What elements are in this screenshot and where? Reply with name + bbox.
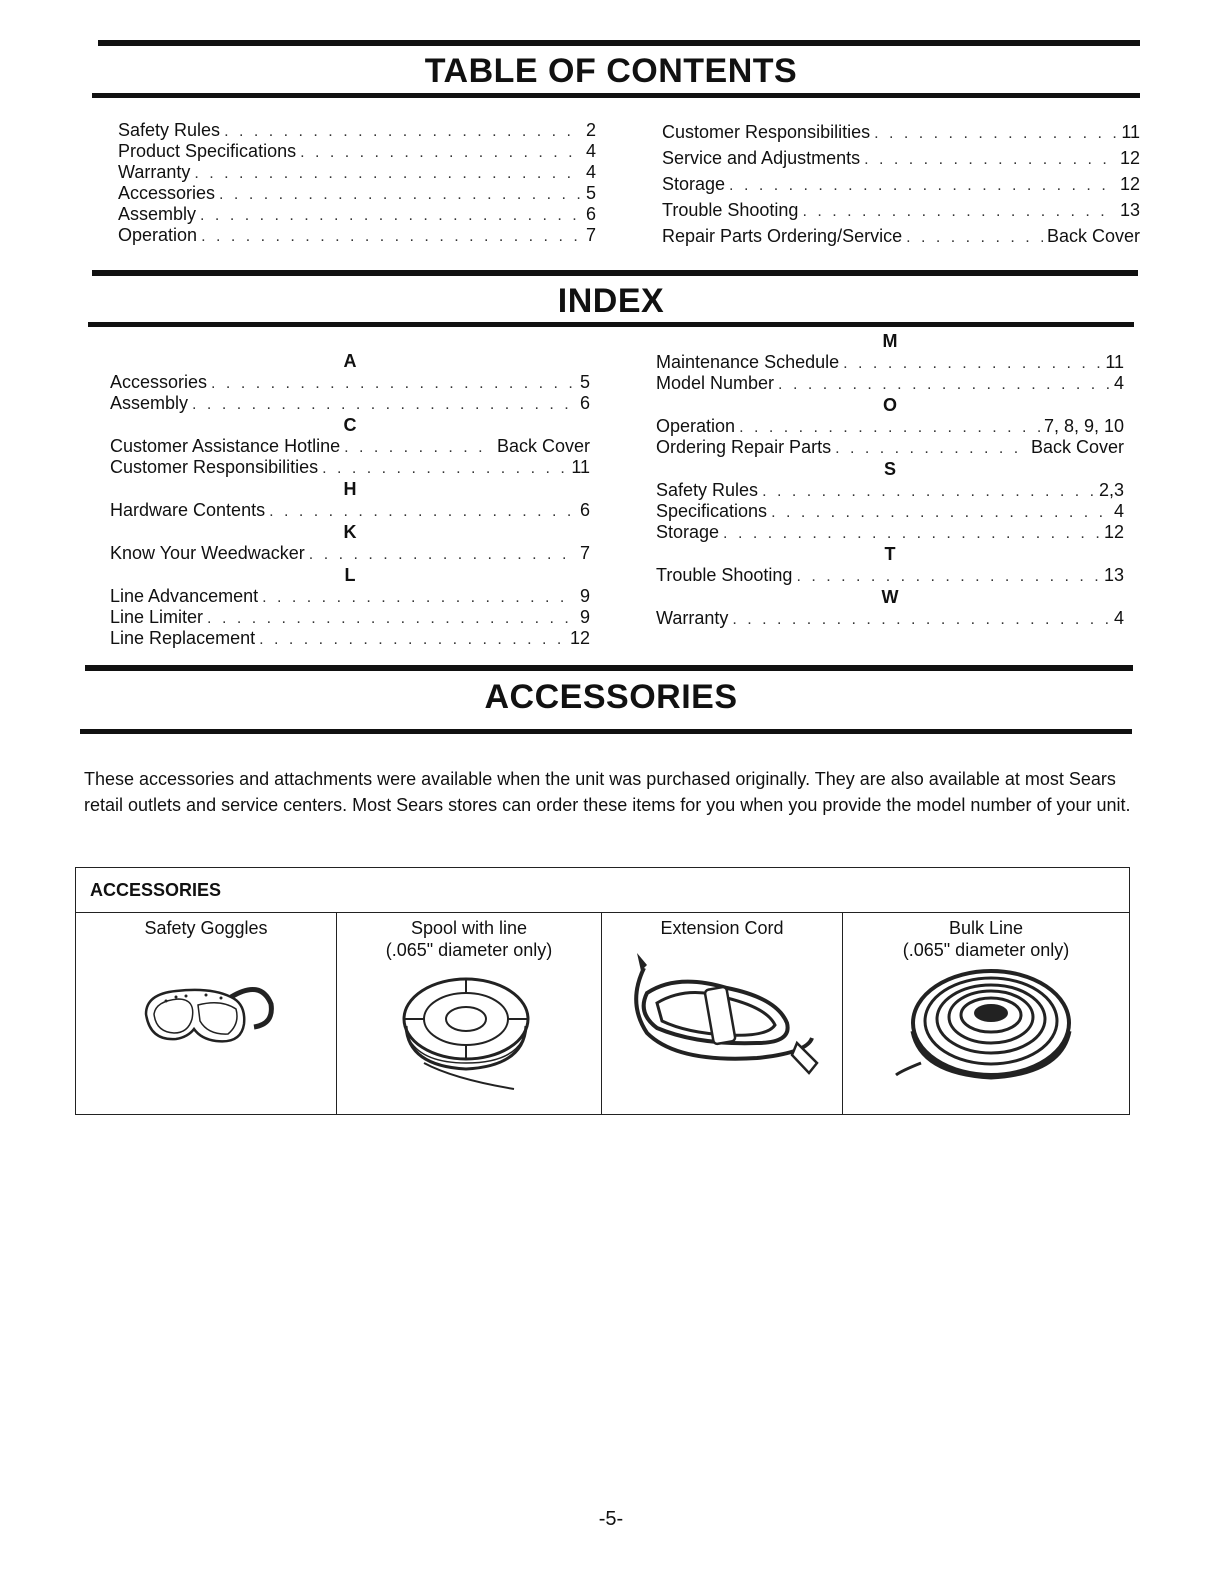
index-entry	[656, 416, 1124, 437]
entry-page: 6	[579, 393, 590, 413]
entry-page: 11	[571, 457, 590, 477]
accessories-table-header: ACCESSORIES	[76, 868, 1130, 913]
index-entry	[110, 457, 590, 478]
accessory-cell	[76, 913, 337, 1115]
entry-page: 7	[585, 225, 596, 245]
entry-label: Storage	[656, 522, 720, 542]
index-entry	[656, 352, 1124, 373]
entry-label: Product Specifications	[118, 141, 297, 161]
entry-page: 9	[579, 607, 590, 627]
index-entry	[110, 586, 590, 607]
page-number: -5-	[598, 1508, 624, 1530]
entry-label: Know Your Weedwacker	[110, 543, 305, 563]
entry-label: Trouble Shooting	[656, 565, 793, 585]
toc-entry	[118, 162, 596, 183]
toc-entry	[118, 120, 596, 141]
index-letter-heading: K	[343, 522, 357, 542]
accessories-intro: These accessories and attachments were available when the unit was purchased originally. They are also available at most Sears retail outlets and service centers. Most Sears stores can order these items for you when you provide the model number of your unit.	[84, 769, 1131, 815]
entry-label: Storage	[662, 174, 726, 194]
entry-label: Warranty	[656, 608, 729, 628]
dot-leader	[200, 205, 582, 226]
toc-entry	[118, 204, 596, 225]
toc-entry	[118, 225, 596, 246]
index-letter-heading: H	[343, 479, 357, 499]
index-letter-heading: L	[344, 565, 356, 585]
dot-leader	[300, 142, 582, 163]
dot-leader	[194, 163, 582, 184]
index-entry	[656, 437, 1124, 458]
toc-entry	[662, 119, 1140, 145]
dot-leader	[802, 199, 1116, 225]
index-right-column	[656, 330, 1124, 629]
accessory-name: Extension Cord	[660, 918, 784, 938]
toc-top-rule	[98, 40, 1140, 46]
entry-label: Customer Responsibilities	[662, 122, 871, 142]
entry-page: 4	[1113, 501, 1124, 521]
entry-label: Maintenance Schedule	[656, 352, 840, 372]
toc-right-column	[662, 119, 1140, 249]
index-entry	[110, 500, 590, 521]
dot-leader	[344, 437, 493, 458]
dot-leader	[219, 184, 582, 205]
index-entry	[656, 608, 1124, 629]
dot-leader	[906, 225, 1043, 251]
entry-page: 2	[585, 120, 596, 140]
entry-label: Customer Responsibilities	[110, 457, 319, 477]
accessory-note: (.065" diameter only)	[902, 940, 1070, 960]
dot-leader	[729, 173, 1116, 199]
accessories-top-rule	[85, 665, 1133, 671]
index-left-column	[110, 350, 590, 649]
dot-leader	[874, 121, 1117, 147]
dot-leader	[211, 373, 576, 394]
dot-leader	[732, 609, 1110, 630]
toc-left-column	[118, 120, 596, 246]
accessory-cell	[337, 913, 602, 1115]
dot-leader	[835, 438, 1027, 459]
dot-leader	[192, 394, 576, 415]
index-entry	[110, 543, 590, 564]
entry-label: Assembly	[110, 393, 189, 413]
entry-label: Line Replacement	[110, 628, 256, 648]
entry-label: Safety Rules	[118, 120, 221, 140]
dot-leader	[723, 523, 1100, 544]
toc-entry	[118, 183, 596, 204]
spool-icon	[394, 971, 544, 1101]
index-letter-heading: O	[882, 395, 897, 415]
dot-leader	[762, 481, 1095, 502]
entry-label: Specifications	[656, 501, 768, 521]
accessory-cell	[602, 913, 843, 1115]
dot-leader	[201, 226, 582, 247]
entry-page: 2,3	[1098, 480, 1124, 500]
dot-leader	[864, 147, 1116, 173]
dot-leader	[739, 417, 1040, 438]
entry-page: 11	[1121, 122, 1140, 142]
entry-page: 4	[1113, 608, 1124, 628]
dot-leader	[224, 121, 582, 142]
entry-page: 9	[579, 586, 590, 606]
toc-entry	[662, 223, 1140, 249]
index-entry	[656, 522, 1124, 543]
extension-cord-icon	[617, 943, 827, 1093]
accessory-name: Bulk Line	[948, 918, 1024, 938]
entry-label: Line Limiter	[110, 607, 204, 627]
entry-label: Customer Assistance Hotline	[110, 436, 341, 456]
entry-page: 7, 8, 9, 10	[1043, 416, 1124, 436]
entry-label: Safety Rules	[656, 480, 759, 500]
dot-leader	[771, 502, 1110, 523]
toc-entry	[662, 171, 1140, 197]
toc-bottom-rule	[92, 93, 1140, 98]
index-entry	[110, 607, 590, 628]
dot-leader	[262, 587, 576, 608]
entry-label: Accessories	[110, 372, 208, 392]
safety-goggles-icon	[136, 969, 276, 1069]
index-title: INDEX	[557, 282, 665, 320]
dot-leader	[207, 608, 576, 629]
entry-page: 4	[585, 162, 596, 182]
dot-leader	[778, 374, 1110, 395]
entry-page: Back Cover	[1030, 437, 1124, 457]
entry-page: 12	[569, 628, 590, 648]
accessories-table	[75, 867, 1130, 1115]
dot-leader	[796, 566, 1100, 587]
index-entry	[656, 501, 1124, 522]
index-entry	[656, 565, 1124, 586]
accessory-note: (.065" diameter only)	[385, 940, 553, 960]
dot-leader	[309, 544, 576, 565]
entry-page: 5	[579, 372, 590, 392]
index-top-rule	[92, 270, 1138, 276]
toc-entry	[662, 197, 1140, 223]
dot-leader	[269, 501, 576, 522]
toc-entry	[118, 141, 596, 162]
entry-label: Line Advancement	[110, 586, 259, 606]
toc-title: TABLE OF CONTENTS	[424, 52, 798, 90]
entry-label: Assembly	[118, 204, 197, 224]
dot-leader	[843, 353, 1101, 374]
index-bottom-rule	[88, 322, 1134, 327]
entry-page: 4	[585, 141, 596, 161]
entry-label: Model Number	[656, 373, 775, 393]
index-letter-heading: C	[343, 415, 357, 435]
accessory-name: Spool with line	[410, 918, 528, 938]
index-entry	[110, 372, 590, 393]
index-entry	[656, 373, 1124, 394]
dot-leader	[322, 458, 567, 479]
entry-page: Back Cover	[1046, 226, 1140, 246]
bulk-line-icon	[891, 963, 1081, 1093]
entry-page: 13	[1103, 565, 1124, 585]
entry-page: 7	[579, 543, 590, 563]
accessory-name: Safety Goggles	[144, 918, 268, 938]
entry-label: Hardware Contents	[110, 500, 266, 520]
toc-entry	[662, 145, 1140, 171]
entry-label: Service and Adjustments	[662, 148, 861, 168]
accessory-cell	[843, 913, 1130, 1115]
entry-label: Accessories	[118, 183, 216, 203]
index-letter-heading: M	[882, 331, 898, 351]
entry-page: 6	[579, 500, 590, 520]
entry-label: Operation	[656, 416, 736, 436]
entry-page: 12	[1103, 522, 1124, 542]
entry-page: 13	[1119, 200, 1140, 220]
entry-label: Trouble Shooting	[662, 200, 799, 220]
entry-page: 12	[1119, 148, 1140, 168]
index-letter-heading: A	[343, 351, 357, 371]
index-letter-heading: W	[881, 587, 899, 607]
entry-page: 12	[1119, 174, 1140, 194]
entry-page: 5	[585, 183, 596, 203]
index-letter-heading: S	[883, 459, 896, 479]
entry-page: Back Cover	[496, 436, 590, 456]
accessories-title: ACCESSORIES	[484, 678, 738, 716]
accessories-bottom-rule	[80, 729, 1132, 734]
index-entry	[110, 436, 590, 457]
entry-page: 4	[1113, 373, 1124, 393]
dot-leader	[259, 629, 566, 650]
entry-label: Repair Parts Ordering/Service	[662, 226, 903, 246]
entry-label: Warranty	[118, 162, 191, 182]
index-letter-heading: T	[884, 544, 896, 564]
index-entry	[110, 393, 590, 414]
entry-label: Operation	[118, 225, 198, 245]
entry-page: 6	[585, 204, 596, 224]
entry-label: Ordering Repair Parts	[656, 437, 832, 457]
entry-page: 11	[1105, 352, 1124, 372]
index-entry	[656, 480, 1124, 501]
index-entry	[110, 628, 590, 649]
